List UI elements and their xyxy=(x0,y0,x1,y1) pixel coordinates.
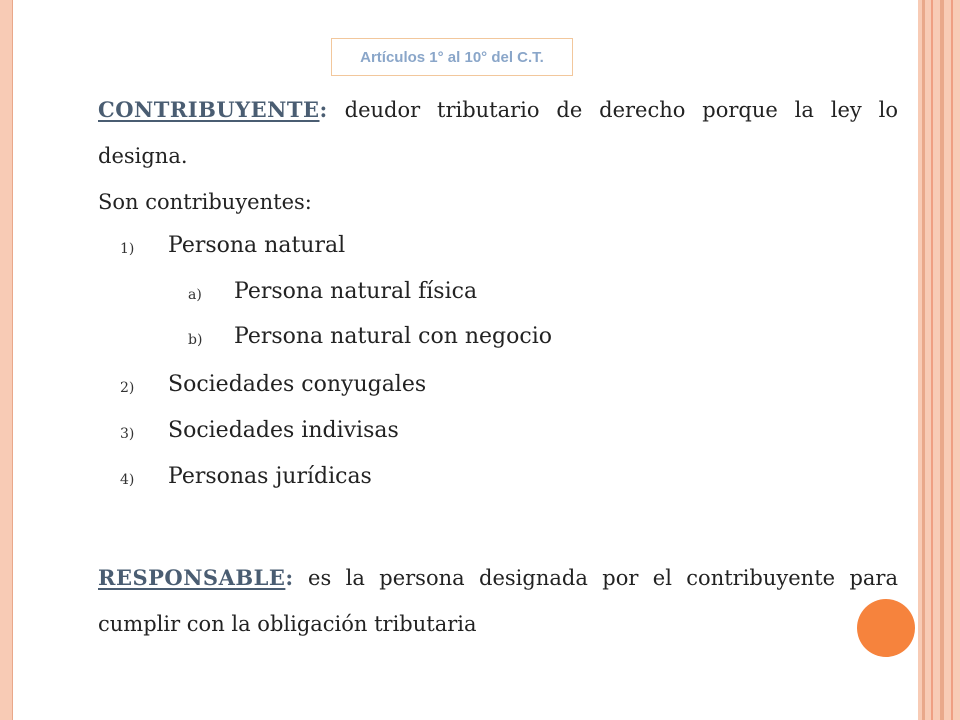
list-item-label: Persona natural con negocio xyxy=(234,324,552,349)
list-item-label: Personas jurídicas xyxy=(168,464,372,489)
list-item-marker: a) xyxy=(188,287,202,303)
article-reference-text: Artículos 1° al 10° del C.T. xyxy=(360,48,544,66)
decorative-orange-circle xyxy=(857,599,915,657)
responsable-term: RESPONSABLE xyxy=(98,565,286,590)
list-item-marker: b) xyxy=(188,332,203,348)
list-item-label: Persona natural física xyxy=(234,279,478,304)
list-item-marker: 2) xyxy=(120,380,135,396)
article-reference-tag xyxy=(331,38,573,76)
list-item-marker: 4) xyxy=(120,472,135,488)
responsable-text: es la persona designada por el contribuyente para cumplir con la obligación tributaria xyxy=(98,566,898,636)
contribuyente-text: deudor tributario de derecho porque la ley lo designa. xyxy=(98,98,898,168)
contribuyente-colon: : xyxy=(319,97,328,122)
contribuyente-definition xyxy=(98,87,898,179)
list-item-label: Sociedades conyugales xyxy=(168,372,427,397)
list-item-marker: 3) xyxy=(120,426,135,442)
right-frame-border xyxy=(918,0,960,720)
list-item-label: Sociedades indivisas xyxy=(168,418,399,443)
list-item-label: Persona natural xyxy=(168,233,346,258)
contribuyente-term: CONTRIBUYENTE xyxy=(98,97,320,122)
responsable-colon: : xyxy=(285,565,294,590)
left-frame-border xyxy=(0,0,13,720)
contribuyentes-intro: Son contribuyentes: xyxy=(98,190,312,214)
list-item-marker: 1) xyxy=(120,241,135,257)
responsable-definition xyxy=(98,555,898,647)
